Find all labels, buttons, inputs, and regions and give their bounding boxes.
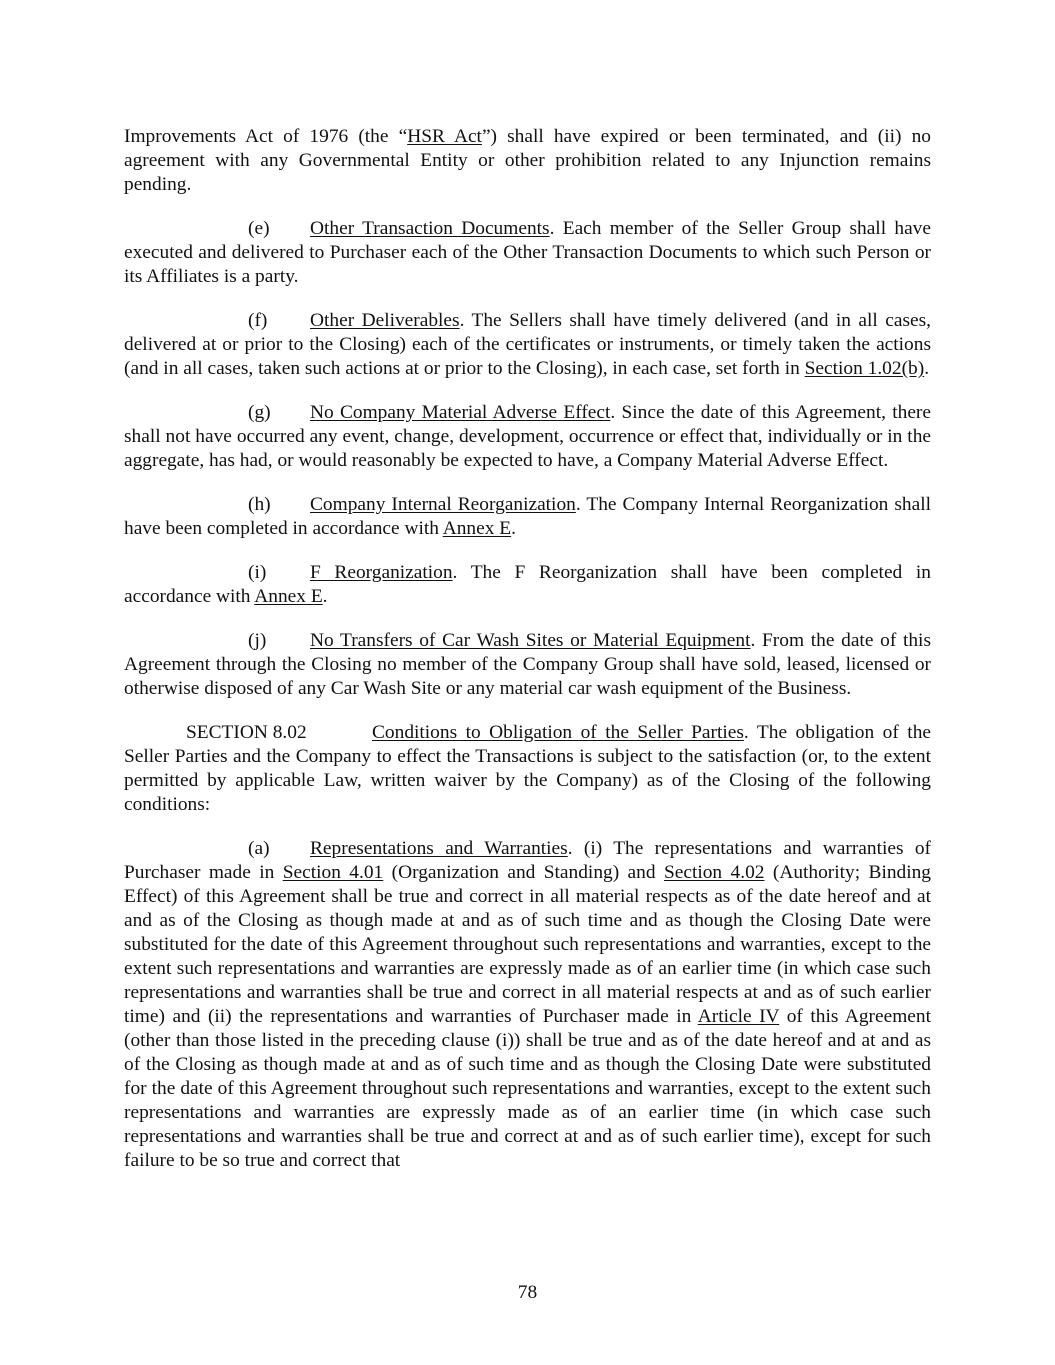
paragraph-f: (f) Other Deliverables. The Sellers shall have timely delivered (and in all cases, delivered at or prior to the Closing) each of the certificates or instruments, or timely taken the actions (and in all cases, taken such actions at or prior to the Closing), in each case, set forth in Section 1.02(b). bbox=[124, 310, 931, 379]
paragraph-label: (f) bbox=[248, 310, 268, 331]
cross-reference: Section 1.02(b) bbox=[804, 358, 925, 379]
paragraph-heading: F Reorganization bbox=[310, 562, 453, 583]
page-number: 78 bbox=[517, 1282, 538, 1303]
paragraph-i: (i) F Reorganization. The F Reorganization shall have been completed in accordance with Annex E. bbox=[124, 562, 931, 607]
cross-reference: Annex E bbox=[254, 586, 323, 607]
paragraph-heading: No Company Material Adverse Effect bbox=[310, 402, 611, 423]
paragraph-heading: Company Internal Reorganization bbox=[310, 494, 576, 515]
paragraph-heading: Other Deliverables bbox=[310, 310, 460, 331]
paragraph-hsr-act: Improvements Act of 1976 (the “HSR Act”) shall have expired or been terminated, and (ii) no agreement with any Governmental Entity or other prohibition related to any Injunction remains pending. bbox=[124, 126, 931, 195]
section-label: SECTION 8.02 bbox=[186, 722, 307, 743]
paragraph-a: (a) Representations and Warranties. (i) The representations and warranties of Purchaser made in Section 4.01 (Organization and Standing) and Section 4.02 (Authority; Binding Effect) of this Agreement shall be true and correct in all material respects as of the date hereof and at and as of the Closing as though made at and as of such time and as though the Closing Date were substituted for the date of this Agreement throughout such representations and warranties, except to the extent such representations and warranties are expressly made as of an earlier time (in which case such representations and warranties shall be true and correct in all material respects at and as of such earlier time) and (ii) the representations and warranties of Purchaser made in Article IV of this Agreement (other than those listed in the preceding clause (i)) shall be true and as of the date hereof and at and as of the Closing as though made at and as of such time and as though the Closing Date were substituted for the date of this Agreement throughout such representations and warranties, except to the extent such representations and warranties are expressly made as of an earlier time (in which case such representations and warranties shall be true and correct at and as of such earlier time), except for such failure to be so true and correct that bbox=[124, 838, 932, 1171]
paragraph-g: (g) No Company Material Adverse Effect. Since the date of this Agreement, there shall not have occurred any event, change, development, occurrence or effect that, individually or in the aggregate, has had, or would reasonably be expected to have, a Company Material Adverse Effect. bbox=[124, 402, 931, 471]
cross-reference: Annex E bbox=[442, 518, 512, 539]
cross-reference: Article IV bbox=[697, 1006, 780, 1027]
paragraph-heading: Other Transaction Documents bbox=[310, 218, 550, 239]
paragraph-e: (e) Other Transaction Documents. Each member of the Seller Group shall have executed and delivered to Purchaser each of the Other Transaction Documents to which such Person or its Affiliates is a party. bbox=[124, 218, 931, 287]
paragraph-label: (i) bbox=[248, 562, 267, 583]
paragraph-heading: No Transfers of Car Wash Sites or Material Equipment bbox=[310, 630, 751, 651]
paragraph-label: (a) bbox=[248, 838, 270, 859]
paragraph-label: (e) bbox=[248, 218, 270, 239]
paragraph-label: (h) bbox=[248, 494, 271, 515]
section-8-02: SECTION 8.02 Conditions to Obligation of the Seller Parties. The obligation of the Seller Parties and the Company to effect the Transactions is subject to the satisfaction (or, to the extent permitted by applicable Law, written waiver by the Company) as of the Closing of the following conditions: bbox=[124, 722, 931, 815]
cross-reference: Section 4.01 bbox=[282, 862, 384, 883]
paragraph-label: (j) bbox=[248, 630, 267, 651]
paragraph-heading: Representations and Warranties bbox=[310, 838, 568, 859]
paragraph-label: (g) bbox=[248, 402, 271, 423]
document-body bbox=[124, 125, 931, 1193]
section-heading: Conditions to Obligation of the Seller Parties bbox=[372, 722, 744, 743]
paragraph-j: (j) No Transfers of Car Wash Sites or Material Equipment. From the date of this Agreement through the Closing no member of the Company Group shall have sold, leased, licensed or otherwise disposed of any Car Wash Site or any material car wash equipment of the Business. bbox=[124, 630, 931, 699]
defined-term-hsr-act: HSR Act bbox=[407, 126, 482, 147]
paragraph-h: (h) Company Internal Reorganization. The Company Internal Reorganization shall have been completed in accordance with Annex E. bbox=[124, 494, 931, 539]
cross-reference: Section 4.02 bbox=[663, 862, 765, 883]
